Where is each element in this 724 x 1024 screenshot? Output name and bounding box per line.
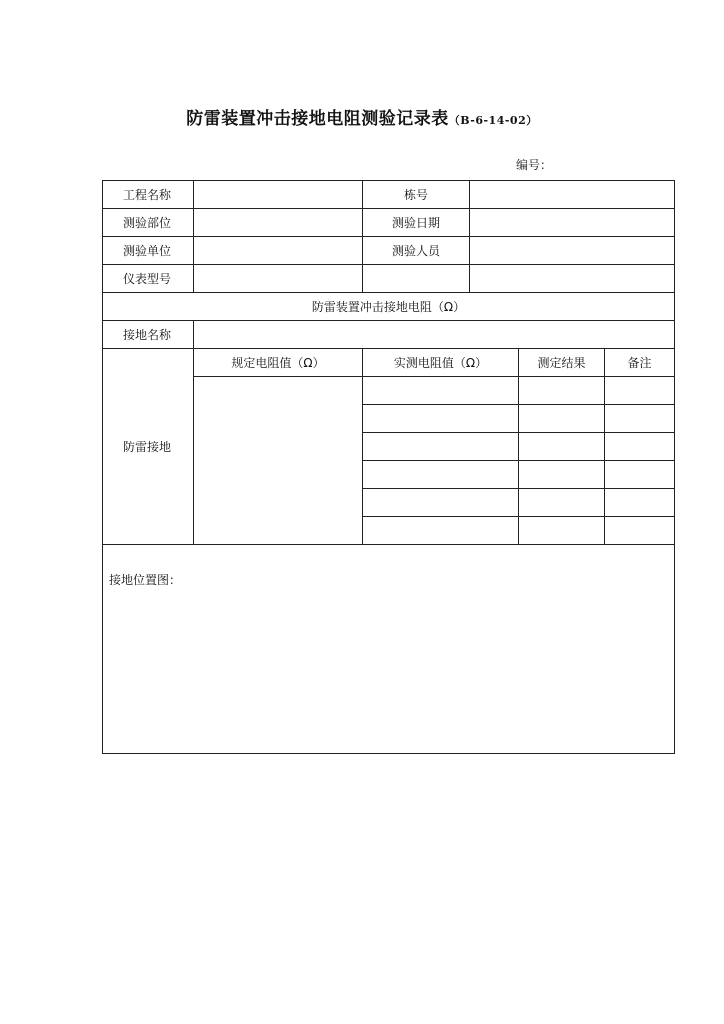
remarks-cell[interactable] <box>605 377 675 405</box>
measured-resistance-cell[interactable] <box>363 405 519 433</box>
test-unit-field[interactable] <box>194 237 363 265</box>
test-result-cell[interactable] <box>519 405 605 433</box>
remarks-header: 备注 <box>605 349 675 377</box>
measured-resistance-cell[interactable] <box>363 433 519 461</box>
test-date-field[interactable] <box>470 209 675 237</box>
test-location-field[interactable] <box>194 209 363 237</box>
remarks-cell[interactable] <box>605 489 675 517</box>
row-instrument <box>103 265 675 293</box>
grounding-sketch-area[interactable] <box>103 545 675 754</box>
grounding-name-label: 接地名称 <box>103 321 194 349</box>
test-result-cell[interactable] <box>519 377 605 405</box>
specified-resistance-field[interactable] <box>194 377 363 545</box>
title-text: 防雷装置冲击接地电阻测验记录表 <box>186 109 449 129</box>
remarks-cell[interactable] <box>605 461 675 489</box>
instrument-extra-field-2[interactable] <box>470 265 675 293</box>
remarks-cell[interactable] <box>605 405 675 433</box>
row-grounding-name <box>103 321 675 349</box>
instrument-extra-field[interactable] <box>363 265 470 293</box>
measured-resistance-cell[interactable] <box>363 461 519 489</box>
lightning-grounding-label: 防雷接地 <box>103 349 194 545</box>
test-result-cell[interactable] <box>519 489 605 517</box>
grounding-sketch-label: 接地位置图： <box>109 573 182 587</box>
building-no-field[interactable] <box>470 181 675 209</box>
measured-resistance-cell[interactable] <box>363 377 519 405</box>
test-result-cell[interactable] <box>519 517 605 545</box>
section-title: 防雷装置冲击接地电阻（Ω） <box>103 293 675 321</box>
project-name-field[interactable] <box>194 181 363 209</box>
row-sketch <box>103 545 675 754</box>
building-no-label: 栋号 <box>363 181 470 209</box>
test-result-cell[interactable] <box>519 461 605 489</box>
row-grounding-header <box>103 349 675 377</box>
measured-resistance-header: 实测电阻值（Ω） <box>363 349 519 377</box>
test-date-label: 测验日期 <box>363 209 470 237</box>
test-location-label: 测验部位 <box>103 209 194 237</box>
row-project <box>103 181 675 209</box>
measured-resistance-cell[interactable] <box>363 489 519 517</box>
specified-resistance-header: 规定电阻值（Ω） <box>194 349 363 377</box>
form-code: （B-6-14-02） <box>448 114 538 127</box>
project-name-label: 工程名称 <box>103 181 194 209</box>
remarks-cell[interactable] <box>605 517 675 545</box>
instrument-model-label: 仪表型号 <box>103 265 194 293</box>
grounding-name-field[interactable] <box>194 321 675 349</box>
tester-label: 测验人员 <box>363 237 470 265</box>
row-section <box>103 293 675 321</box>
page-title <box>0 104 724 129</box>
test-result-cell[interactable] <box>519 433 605 461</box>
measured-resistance-cell[interactable] <box>363 517 519 545</box>
test-result-header: 测定结果 <box>519 349 605 377</box>
record-form-table <box>102 180 675 754</box>
remarks-cell[interactable] <box>605 433 675 461</box>
test-unit-label: 测验单位 <box>103 237 194 265</box>
instrument-model-field[interactable] <box>194 265 363 293</box>
serial-number-label: 编号： <box>516 158 553 172</box>
row-unit <box>103 237 675 265</box>
row-location <box>103 209 675 237</box>
tester-field[interactable] <box>470 237 675 265</box>
